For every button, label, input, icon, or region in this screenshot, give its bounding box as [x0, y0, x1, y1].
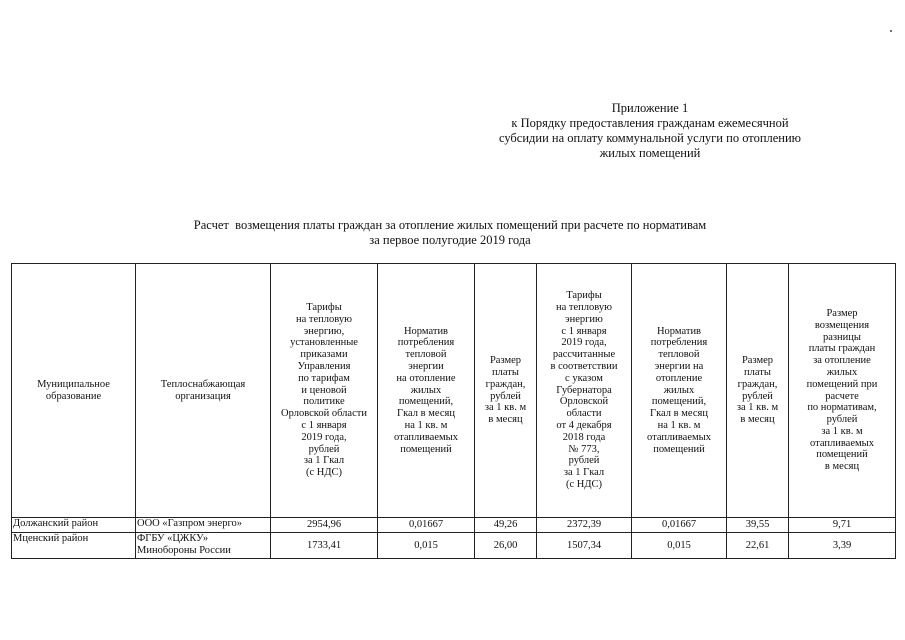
appendix-note	[420, 101, 880, 161]
cell-norm-1: 0,015	[378, 533, 475, 559]
cell-supplier: ФГБУ «ЦЖКУ» Минобороны России	[136, 533, 271, 559]
appendix-line-2: к Порядку предоставления гражданам ежемесячной	[511, 116, 789, 130]
cell-compensation: 3,39	[789, 533, 896, 559]
header-norm-2: Норматив потребления тепловой энергии на отопление жилых помещений, Гкал в месяц на 1 кв. м отапливаемых помещений	[632, 264, 727, 518]
cell-tariff-established: 2954,96	[271, 518, 378, 533]
table-header-row	[12, 264, 896, 518]
header-tariff-decree: Тарифы на тепловую энергию с 1 января 2019 года, рассчитанные в соответствии с указом Губернатора Орловской области от 4 декабря 2018 года № 773, рублей за 1 Гкал (с НДС)	[537, 264, 632, 518]
cell-payment-2: 39,55	[727, 518, 789, 533]
cell-payment-2: 22,61	[727, 533, 789, 559]
cell-municipality: Мценский район	[12, 533, 136, 559]
appendix-line-4: жилых помещений	[599, 146, 701, 160]
table-row	[12, 518, 896, 533]
header-municipality: Муниципальное образование	[12, 264, 136, 518]
cell-tariff-decree: 1507,34	[537, 533, 632, 559]
subsidy-table	[11, 263, 896, 559]
header-payment-1: Размер платы граждан, рублей за 1 кв. м в месяц	[475, 264, 537, 518]
header-norm-1: Норматив потребления тепловой энергии на отопление жилых помещений, Гкал в месяц на 1 кв. м отапливаемых помещений	[378, 264, 475, 518]
cell-compensation: 9,71	[789, 518, 896, 533]
cell-payment-1: 26,00	[475, 533, 537, 559]
cell-tariff-decree: 2372,39	[537, 518, 632, 533]
cell-tariff-established: 1733,41	[271, 533, 378, 559]
header-payment-2: Размер платы граждан, рублей за 1 кв. м в месяц	[727, 264, 789, 518]
title-line-2: за первое полугодие 2019 года	[369, 233, 531, 247]
document-title	[100, 218, 800, 248]
header-compensation: Размер возмещения разницы платы граждан за отопление жилых помещений при расчете по нормативам, рублей за 1 кв. м отапливаемых помещений в месяц	[789, 264, 896, 518]
appendix-line-1: Приложение 1	[611, 101, 689, 115]
title-line-1: Расчет возмещения платы граждан за отопление жилых помещений при расчете по нормативам	[193, 218, 707, 232]
header-tariff-established: Тарифы на тепловую энергию, установленные приказами Управления по тарифам и ценовой политике Орловской области с 1 января 2019 года, рублей за 1 Гкал (с НДС)	[271, 264, 378, 518]
cell-municipality: Должанский район	[12, 518, 136, 533]
cell-norm-2: 0,01667	[632, 518, 727, 533]
cell-payment-1: 49,26	[475, 518, 537, 533]
cell-norm-1: 0,01667	[378, 518, 475, 533]
cell-supplier: ООО «Газпром энерго»	[136, 518, 271, 533]
header-heat-supplier: Теплоснабжающая организация	[136, 264, 271, 518]
table-row	[12, 533, 896, 559]
appendix-line-3: субсидии на оплату коммунальной услуги по отоплению	[498, 131, 802, 145]
cell-norm-2: 0,015	[632, 533, 727, 559]
scan-speck	[890, 30, 892, 32]
